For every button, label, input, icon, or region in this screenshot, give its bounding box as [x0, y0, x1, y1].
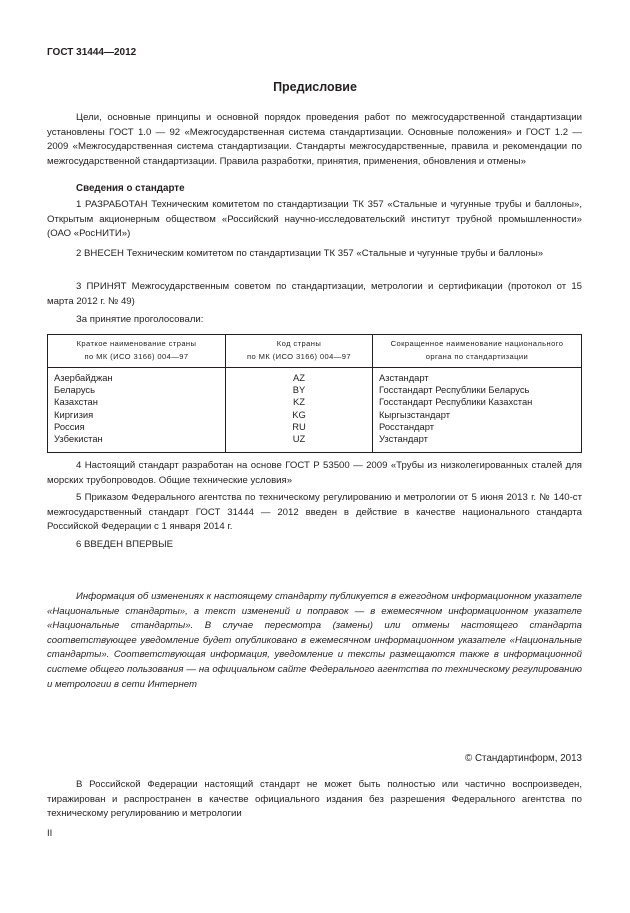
item-6 [47, 538, 582, 553]
table-cell: KG [292, 408, 306, 420]
table-cell: UZ [292, 433, 306, 445]
table-cell: Азербайджан [54, 372, 113, 383]
item-2 [47, 247, 582, 262]
item-5 [47, 491, 582, 535]
table-cell: Киргизия [54, 408, 94, 420]
header-country [48, 335, 226, 368]
item-1-text: 1 РАЗРАБОТАН Техническим комитетом по стандартизации ТК 357 «Стальные и чугунные трубы и баллоны», Открытым акционерным обществом «Российский научно-исследовательский институт трубной промышленности» (ОАО «РосНИТИ») [47, 199, 582, 239]
country-column [48, 368, 226, 453]
copyright: © Стандартинформ, 2013 [465, 753, 582, 764]
code-column [226, 368, 373, 453]
header-code [226, 335, 373, 368]
info-notice-text: Информация об изменениях к настоящему стандарту публикуется в ежегодном информационном указателе «Национальные стандарты», а текст изменений и поправок — в ежемесячном информационном указателе «Национальные стандарты». В случае пересмотра (замены) или отмены настоящего стандарта соответствующее уведомление будет опубликовано в ежемесячном информационном указателе «Национальные стандарты». Соответствующая информация, уведомление и тексты размещаются также в информационной системе общего пользования — на официальном сайте Федерального агентства по техническому регулированию и метрологии в сети Интернет [47, 591, 582, 690]
table-cell: Госстандарт Республики Казахстан [379, 396, 533, 408]
table-cell: RU [292, 420, 306, 432]
item-6-text: 6 ВВЕДЕН ВПЕРВЫЕ [76, 539, 174, 550]
header-body [373, 335, 582, 368]
document-code: ГОСТ 31444—2012 [47, 47, 137, 58]
table-cell: Узбекистан [54, 433, 103, 445]
table-cell: KZ [293, 396, 305, 408]
table-cell: Азстандарт [379, 372, 429, 383]
page-number: II [47, 828, 53, 839]
table-cell: AZ [293, 372, 305, 383]
item-4-text: 4 Настоящий стандарт разработан на основе ГОСТ Р 53500 — 2009 «Трубы из низколегированных сталей для морских трубопроводов. Общие технические условия» [47, 460, 582, 486]
voted-text: За принятие проголосовали: [76, 314, 204, 325]
table-cell: Казахстан [54, 396, 98, 408]
intro-text: Цели, основные принципы и основной порядок проведения работ по межгосударственной стандартизации установлены ГОСТ 1.0 — 92 «Межгосударственная система стандартизации. Основные положения» и ГОСТ 1.2 — 2009 «Межгосударственная система стандартизации. Стандарты межгосударственные, правила и рекомендации по межгосударственной стандартизации. Правила разработки, принятия, применения, обновления и отмены» [47, 112, 582, 167]
table-cell: BY [292, 384, 306, 396]
item-4 [47, 459, 582, 488]
item-1 [47, 198, 582, 242]
table-body-row [48, 368, 582, 453]
item-5-text: 5 Приказом Федерального агентства по техническому регулированию и метрологии от 5 июня 2013 г. № 140-ст межгосударственный стандарт ГОСТ 31444 — 2012 введен в действие в качестве национального стандарта Российской Федерации с 1 января 2014 г. [47, 492, 582, 532]
section-title: Сведения о стандарте [76, 183, 185, 194]
voting-table [47, 334, 582, 453]
header-country-l2: по МК (ИСО 3166) 004—97 [84, 351, 189, 361]
intro-paragraph [47, 111, 582, 169]
item-2-text: 2 ВНЕСЕН Техническим комитетом по стандартизации ТК 357 «Стальные и чугунные трубы и баллоны» [76, 248, 544, 259]
item-3-text: 3 ПРИНЯТ Межгосударственным советом по стандартизации, метрологии и сертификации (протокол от 15 марта 2012 г. № 49) [47, 281, 582, 307]
info-notice [47, 590, 582, 692]
table-cell: Узстандарт [379, 433, 428, 445]
header-body-l2: органа по стандартизации [425, 351, 529, 361]
voted-line [47, 313, 582, 328]
body-column [373, 368, 582, 453]
table-header-row [48, 335, 582, 368]
header-code-l1: Код страны [276, 339, 322, 348]
header-code-l2: по МК (ИСО 3166) 004—97 [246, 351, 352, 361]
header-country-l1: Краткое наименование страны [76, 339, 197, 348]
table-cell: Кыргызстандарт [379, 408, 451, 420]
table-cell: Госстандарт Республики Беларусь [379, 384, 530, 396]
legal-notice-text: В Российской Федерации настоящий стандарт не может быть полностью или частично воспроизведен, тиражирован и распространен в качестве официального издания без разрешения Федерального агентства по техническому регулированию и метрологии [47, 779, 582, 819]
item-3 [47, 280, 582, 309]
legal-notice [47, 778, 582, 822]
table-cell: Беларусь [54, 384, 96, 396]
table-cell: Росстандарт [379, 420, 434, 432]
table-cell: Россия [54, 420, 85, 432]
page-title: Предисловие [273, 80, 357, 94]
header-body-l1: Сокращенное наименование национального [390, 339, 564, 348]
